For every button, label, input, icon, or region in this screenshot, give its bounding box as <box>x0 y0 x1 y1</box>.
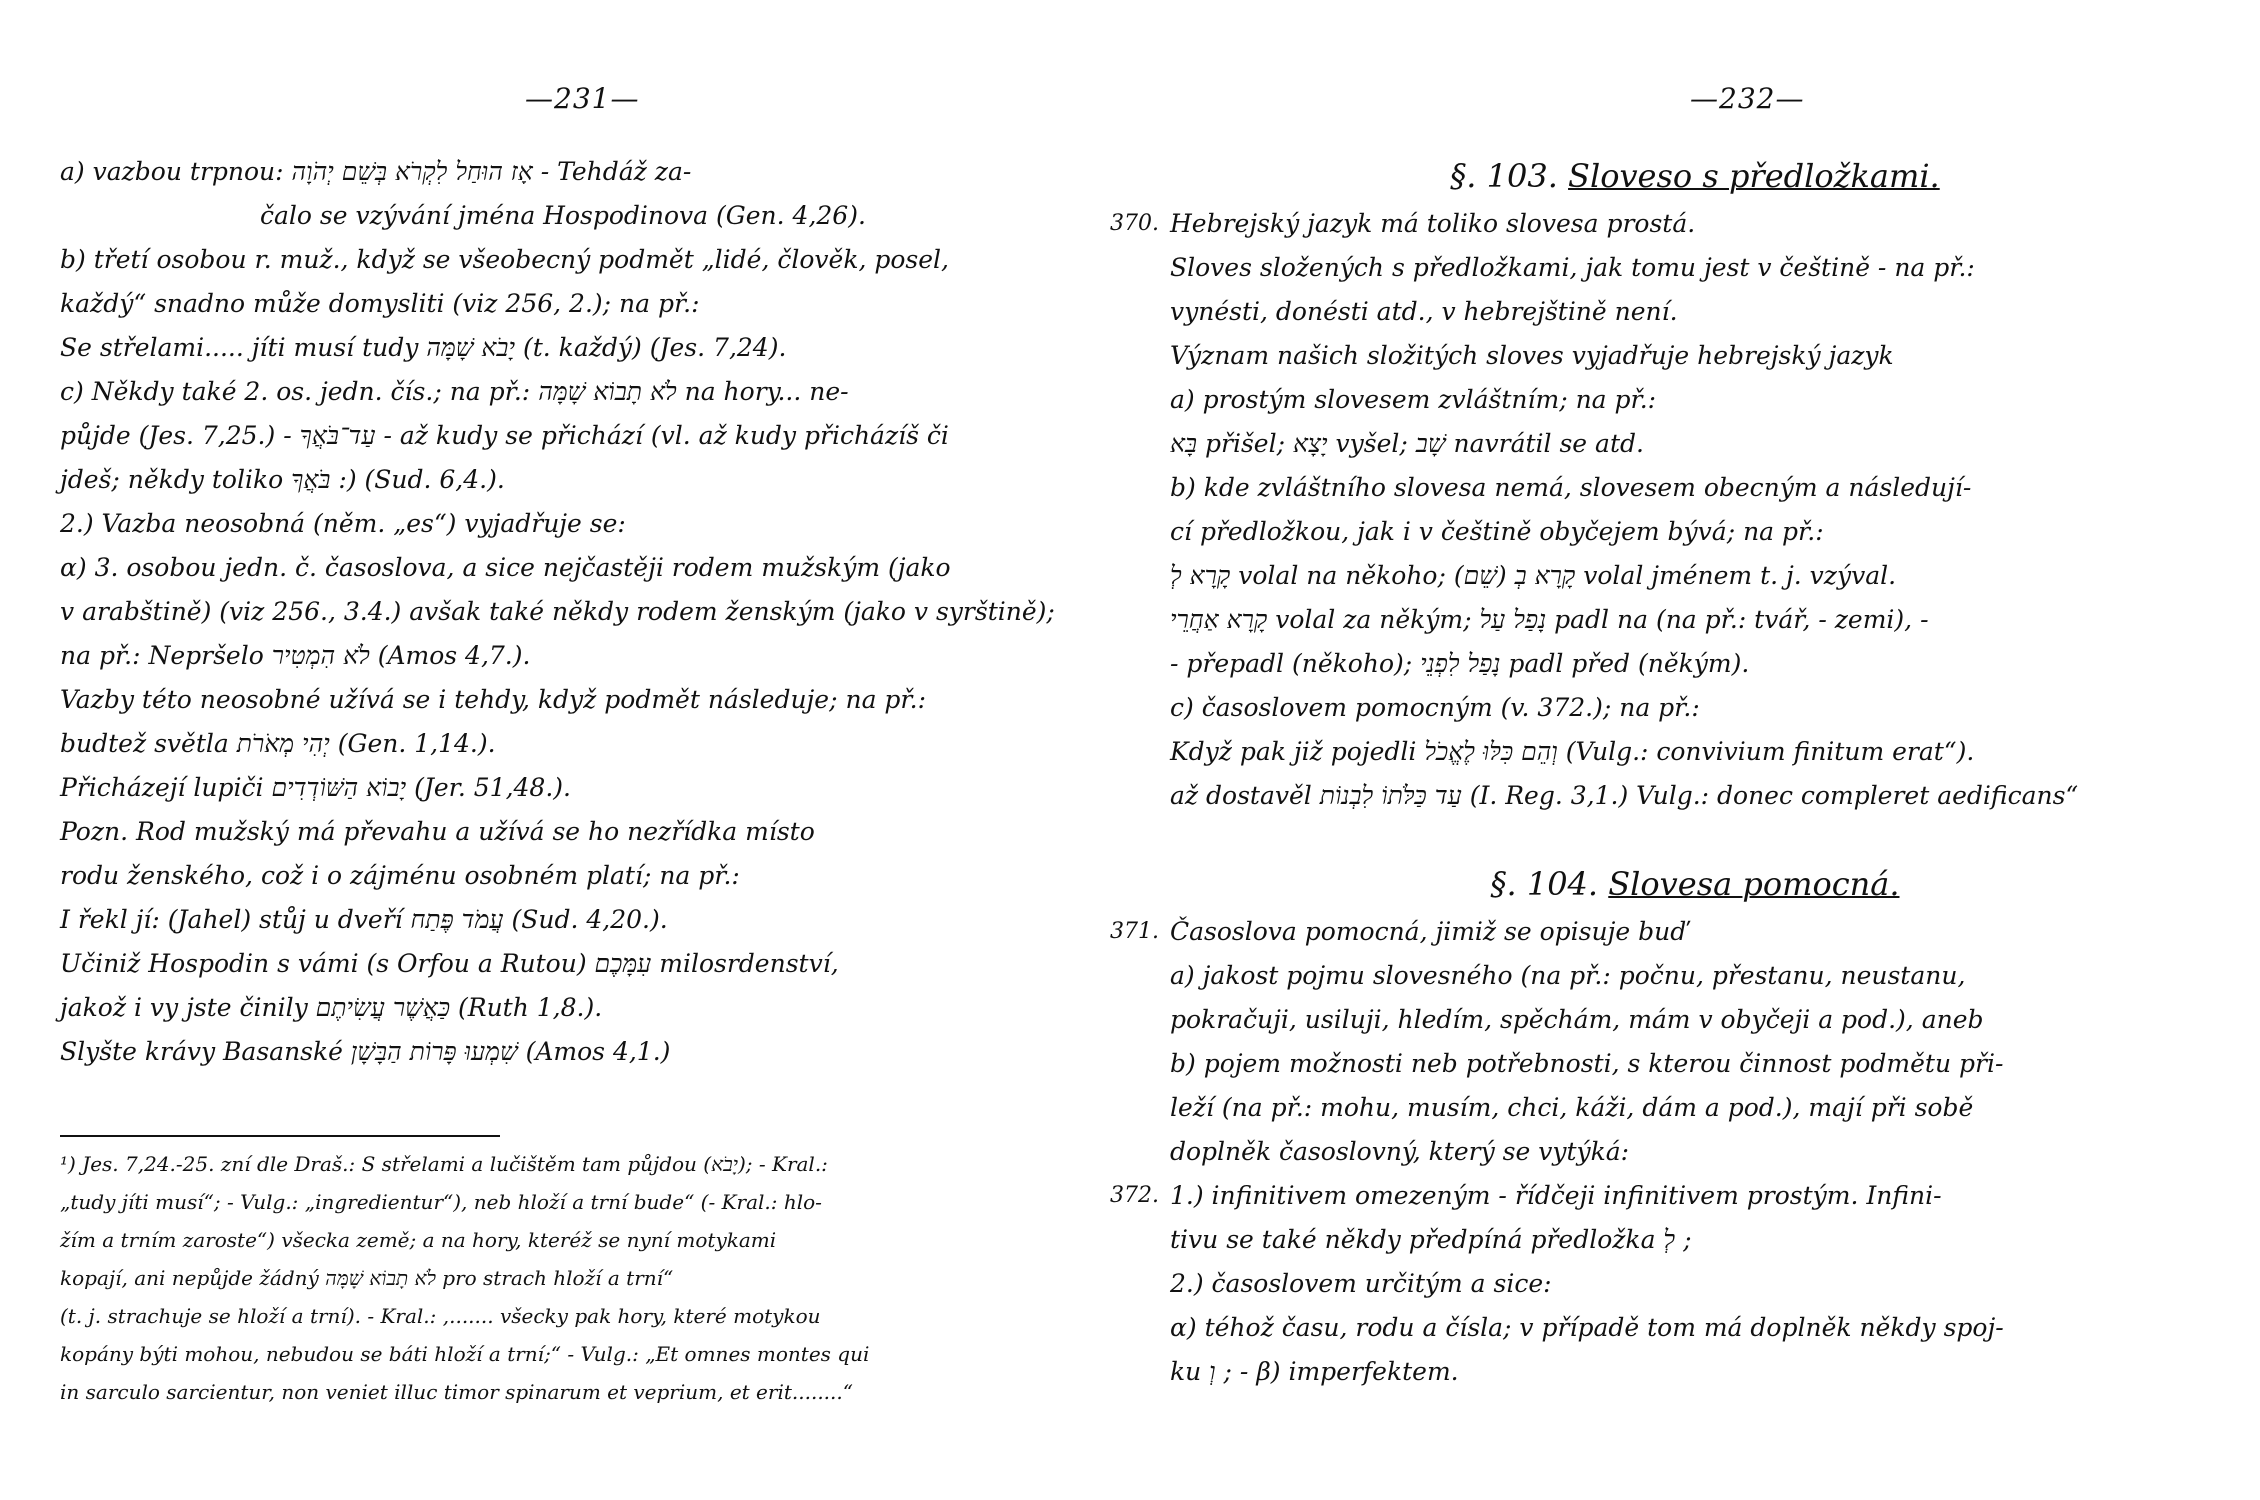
body-text <box>1110 150 2220 1394</box>
text-line: 372. 1.) infinitivem omezeným - řídčeji infinitivem prostým. Infini- <box>1170 1174 2220 1218</box>
text-line: b) třetí osobou r. muž., když se všeobecný podmět „lidé, člověk, posel, <box>60 245 949 274</box>
text-line: Učiniž Hospodin s vámi (s Orfou a Rutou) עִמָּכֶם milosrdenství, <box>60 949 839 978</box>
section-number: §. 103. <box>1450 157 1558 195</box>
page-left <box>60 0 1070 1500</box>
body-text <box>60 150 1070 1074</box>
text-line: - přepadl (někoho); נָפַל לִפְנֵי padl před (někým). <box>1170 649 1750 678</box>
text-line: Vazby této neosobné užívá se i tehdy, když podmět následuje; na př.: <box>60 685 926 714</box>
section-number: §. 104. <box>1490 865 1599 903</box>
text-line: Sloves složených s předložkami, jak tomu jest v češtině - na př.: <box>1170 253 1975 282</box>
text-line: קָרָא לְ volal na někoho; (שֵׁם) קָרָא בְ volal jménem t. j. vzýval. <box>1170 561 1897 590</box>
text-line: čalo se vzývání jména Hospodinova (Gen. 4,26). <box>260 201 866 230</box>
spacer <box>1170 818 2220 858</box>
text-line: každý“ snadno může domysliti (viz 256, 2.); na př.: <box>60 289 700 318</box>
text-line: 371. Časoslova pomocná, jimiž se opisuje buď <box>1170 910 2220 954</box>
page-right <box>1110 0 2220 1500</box>
text-line: c) časoslovem pomocným (v. 372.); na př.: <box>1170 693 1700 722</box>
text-line: I řekl jí: (Jahel) stůj u dveří עֲמֹד פֶּתַח (Sud. 4,20.). <box>60 905 668 934</box>
text-line: קָרָא אַחֲרֵי volal za někým; נָפַל עַל padl na (na př.: tvář, - zemi), - <box>1170 605 1929 634</box>
section-heading <box>1170 858 2220 910</box>
text-line: Přicházejí lupiči יָבוֹא הַשּׁוֹדְדִים (Jer. 51,48.). <box>60 773 571 802</box>
text-line: v arabštině) (viz 256., 3.4.) avšak také někdy rodem ženským (jako v syrštině); <box>60 597 1055 626</box>
footnote-line: (t. j. strachuje se hloží a trní). - Kral.: ,....... všecky pak hory, které motykou <box>60 1304 821 1328</box>
text-line: rodu ženského, což i o zájménu osobném platí; na př.: <box>60 861 740 890</box>
text-line: pokračuji, usiluji, hledím, spěchám, mám v obyčeji a pod.), aneb <box>1170 1005 1984 1034</box>
text-line: budtež světla יְהִי מְאֹרֹת (Gen. 1,14.). <box>60 729 496 758</box>
text-line: cí předložkou, jak i v češtině obyčejem bývá; na př.: <box>1170 517 1824 546</box>
text-line: b) pojem možnosti neb potřebnosti, s kterou činnost podmětu při- <box>1170 1049 2004 1078</box>
footnote-line: ¹) Jes. 7,24.-25. zní dle Draš.: S střelami a lučištěm tam půjdou (יָבֹא); - Kral.: <box>60 1152 828 1176</box>
page-number: —232— <box>1690 82 1805 115</box>
text-line: jdeš; někdy toliko בֹּאֲךָ :) (Sud. 6,4.). <box>60 465 505 494</box>
text-line: leží (na př.: mohu, musím, chci, káži, dám a pod.), mají při sobě <box>1170 1093 1974 1122</box>
text-line: 370. Hebrejský jazyk má toliko slovesa prostá. <box>1170 202 2220 246</box>
paragraph-number: 371. <box>1110 919 1159 944</box>
text-line: tivu se také někdy předpíná předložka לְ ; <box>1170 1225 1692 1254</box>
text-line: α) 3. osobou jedn. č. časoslova, a sice nejčastěji rodem mužským (jako <box>60 553 951 582</box>
text-line: c) Někdy také 2. os. jedn. čís.; na př.: לֹא תָבוֹא שָׁמָּה na hory... ne- <box>60 377 849 406</box>
text-line: Se střelami..... jíti musí tudy יָבֹא שָׁמָּה (t. každý) (Jes. 7,24). <box>60 333 787 362</box>
text-line: doplněk časoslovný, který se vytýká: <box>1170 1137 1630 1166</box>
text-line: vynésti, donésti atd., v hebrejštině není. <box>1170 297 1678 326</box>
text-line: α) téhož času, rodu a čísla; v případě tom má doplněk někdy spoj- <box>1170 1313 2004 1342</box>
footnote-line: in sarculo sarcientur, non veniet illuc timor spinarum et veprium, et erit........“ <box>60 1380 853 1404</box>
text-line: a) vazbou trpnou: אָז הוּחַל לִקְרֹא בְּשֵׁם יְהֹוָה - Tehdáž za- <box>60 157 692 186</box>
text-line: jakož i vy jste činily כַּאֲשֶׁר עֲשִׂיתֶם (Ruth 1,8.). <box>60 993 603 1022</box>
paragraph-number: 372. <box>1110 1183 1159 1208</box>
text-line: půjde (Jes. 7,25.) - עַד־בֹּאֲךָ - až kudy se přichází (vl. až kudy přicházíš či <box>60 421 949 450</box>
text-line: a) jakost pojmu slovesného (na př.: počnu, přestanu, neustanu, <box>1170 961 1966 990</box>
text-line: Když pak již pojedli וְהֵם כִּלּוּ לֶאֱכֹל (Vulg.: convivium finitum erat“). <box>1170 737 1975 766</box>
text-line: Slyšte krávy Basanské שִׁמְעוּ פָּרוֹת הַבָּשָׁן (Amos 4,1.) <box>60 1037 671 1066</box>
footnote-line: žím a trním zaroste“) všecka země; a na hory, kteréž se nyní motykami <box>60 1228 777 1252</box>
text-line: až dostavěl עַד כַּלֹּתוֹ לִבְנוֹת (I. Reg. 3,1.) Vulg.: donec compleret aedificans“ <box>1170 781 2079 810</box>
section-title: Slovesa pomocná. <box>1608 865 1900 903</box>
text-line: בָּא přišel; יָצָא vyšel; שָׁב navrátil se atd. <box>1170 429 1644 458</box>
footnote-line: kopány býti mohou, nebudou se báti hloží a trní;“ - Vulg.: „Et omnes montes qui <box>60 1342 870 1366</box>
paragraph-number: 370. <box>1110 211 1159 236</box>
text-line: ku וְ ; - β) imperfektem. <box>1170 1357 1459 1386</box>
section-heading <box>1170 150 2220 202</box>
section-title: Sloveso s předložkami. <box>1568 157 1940 195</box>
page-number: —231— <box>525 82 640 115</box>
footnotes <box>60 1145 1070 1411</box>
text-line: 2.) Vazba neosobná (něm. „es“) vyjadřuje se: <box>60 509 626 538</box>
text-line: 2.) časoslovem určitým a sice: <box>1170 1269 1552 1298</box>
text-line: Význam našich složitých sloves vyjadřuje hebrejský jazyk <box>1170 341 1894 370</box>
text-line: na př.: Nepršelo לֹא הִמְטִיר (Amos 4,7.). <box>60 641 531 670</box>
text-line: b) kde zvláštního slovesa nemá, slovesem obecným a následují- <box>1170 473 1972 502</box>
text-line: Pozn. Rod mužský má převahu a užívá se ho nezřídka místo <box>60 817 815 846</box>
footnote-divider <box>60 1135 500 1137</box>
text-line: a) prostým slovesem zvláštním; na př.: <box>1170 385 1657 414</box>
footnote-line: kopají, ani nepůjde žádný לֹא תָבוֹא שָׁמָּה pro strach hloží a trní“ <box>60 1266 674 1290</box>
footnote-line: „tudy jíti musí“; - Vulg.: „ingredientur“), neb hloží a trní bude“ (- Kral.: hlo- <box>60 1190 822 1214</box>
